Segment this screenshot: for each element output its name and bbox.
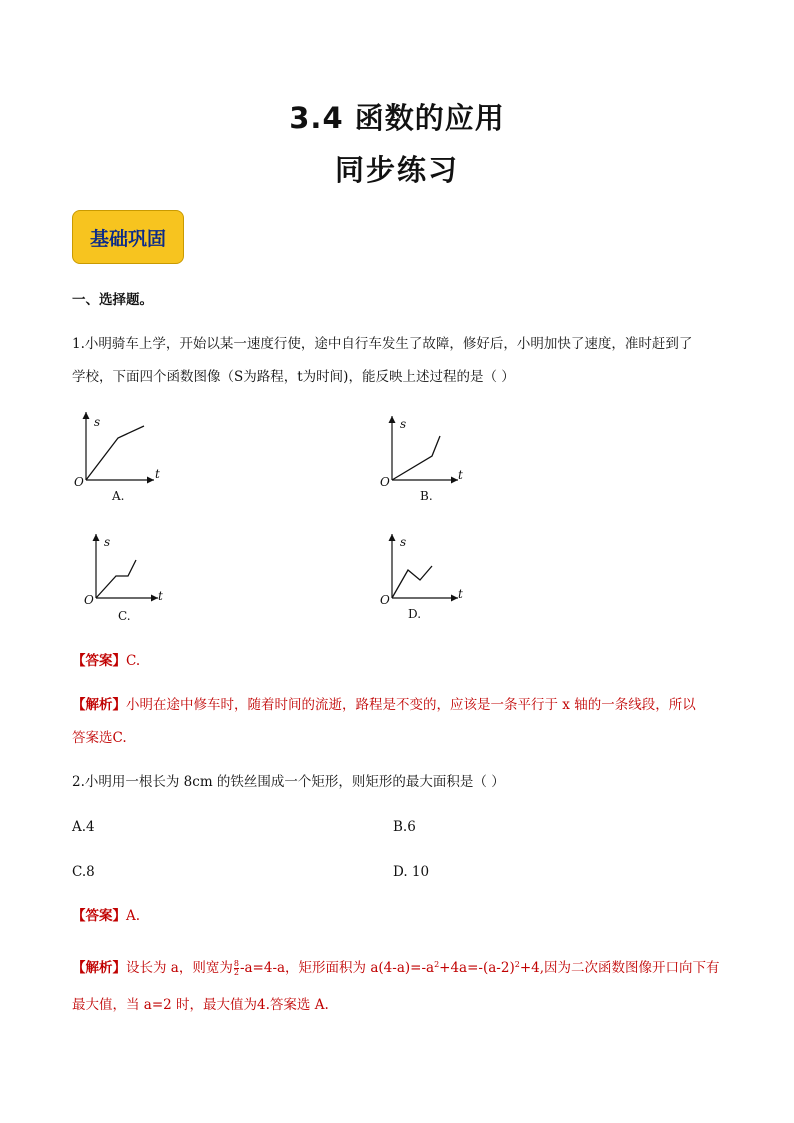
graph-b-curve [392,436,440,480]
graph-d-origin: O [380,593,390,607]
page-subtitle: 同步练习 [334,153,459,187]
option-d: D. 10 [393,864,430,880]
graph-a [72,408,182,508]
page-title: 3.4 函数的应用 [289,101,505,135]
fraction-numerator: 8 [233,959,239,968]
graph-c [84,530,194,630]
question-2-analysis-line-2 [72,995,329,1015]
question-2-analysis-line-1 [72,958,720,978]
question-1-analysis-line-1 [72,695,696,715]
analysis-text: 因为二次函数图像开口向下有 [544,960,720,976]
graph-c-curve [96,560,136,598]
analysis-text: 小明在途中修车时，随着时间的流逝，路程是不变的，应该是一条平行于 x 轴的一条线段，所以 [126,697,696,713]
superscript: 2 [434,960,440,969]
superscript: 2 [514,960,520,969]
graph-b-t-label: t [458,468,463,482]
analysis-text: +4a=-(a-2) [439,960,515,976]
graph-b-s-label: s [400,417,407,431]
graph-d-s-label: s [400,535,407,549]
graph-a-origin: O [74,475,84,489]
graph-d-curve [392,566,432,598]
option-a: A.4 [72,819,95,835]
fraction [234,960,239,977]
graph-b [378,412,488,512]
section-badge-label: 基础巩固 [89,227,166,250]
analysis-tag: 【解析】 [72,960,126,976]
section-heading: 一、选择题。 [72,292,153,308]
answer-value: C. [126,653,141,669]
question-1-line-2: 学校，下面四个函数图像（S为路程，t为时间)，能反映上述过程的是（ ） [72,369,515,385]
graph-c-caption: C. [118,609,131,623]
analysis-tag: 【解析】 [72,697,126,713]
analysis-text: 设长为 a，则宽为 [126,960,233,976]
answer-value: A. [126,908,141,924]
graph-b-origin: O [380,475,390,489]
option-c: C.8 [72,864,95,880]
analysis-answer: 答案选 A. [269,997,329,1013]
answer-tag: 【答案】 [72,908,126,924]
option-b: B.6 [393,819,416,835]
graph-c-t-label: t [158,589,163,603]
analysis-text: +4, [519,960,545,976]
answer-tag: 【答案】 [72,653,126,669]
graph-d-caption: D. [408,607,422,621]
analysis-text: 最大值，当 a=2 时，最大值为 [72,997,258,1013]
graph-a-s-label: s [94,415,101,429]
graph-a-t-label: t [155,467,160,481]
graph-d [378,530,488,630]
analysis-value: 4. [257,997,270,1013]
fraction-denominator: 2 [233,968,239,977]
question-2-stem: 2.小明用一根长为 8cm 的铁丝围成一个矩形，则矩形的最大面积是（ ） [72,774,505,790]
analysis-text: 答案选 [72,730,113,746]
question-1-analysis-line-2 [72,728,127,748]
graph-b-caption: B. [420,489,433,503]
question-1-answer [72,651,140,671]
analysis-text: -a=4-a，矩形面积为 a(4-a)=-a [239,960,435,976]
section-badge [72,210,184,264]
graph-c-origin: O [84,593,94,607]
graph-a-curve [86,426,144,480]
graph-a-caption: A. [112,489,125,503]
graph-c-s-label: s [104,535,111,549]
analysis-answer: C. [112,730,127,746]
question-1-line-1: 1.小明骑车上学，开始以某一速度行使，途中自行车发生了故障，修好后，小明加快了速度，准时赶到了 [72,336,693,352]
graph-d-t-label: t [458,587,463,601]
question-2-answer [72,906,140,926]
